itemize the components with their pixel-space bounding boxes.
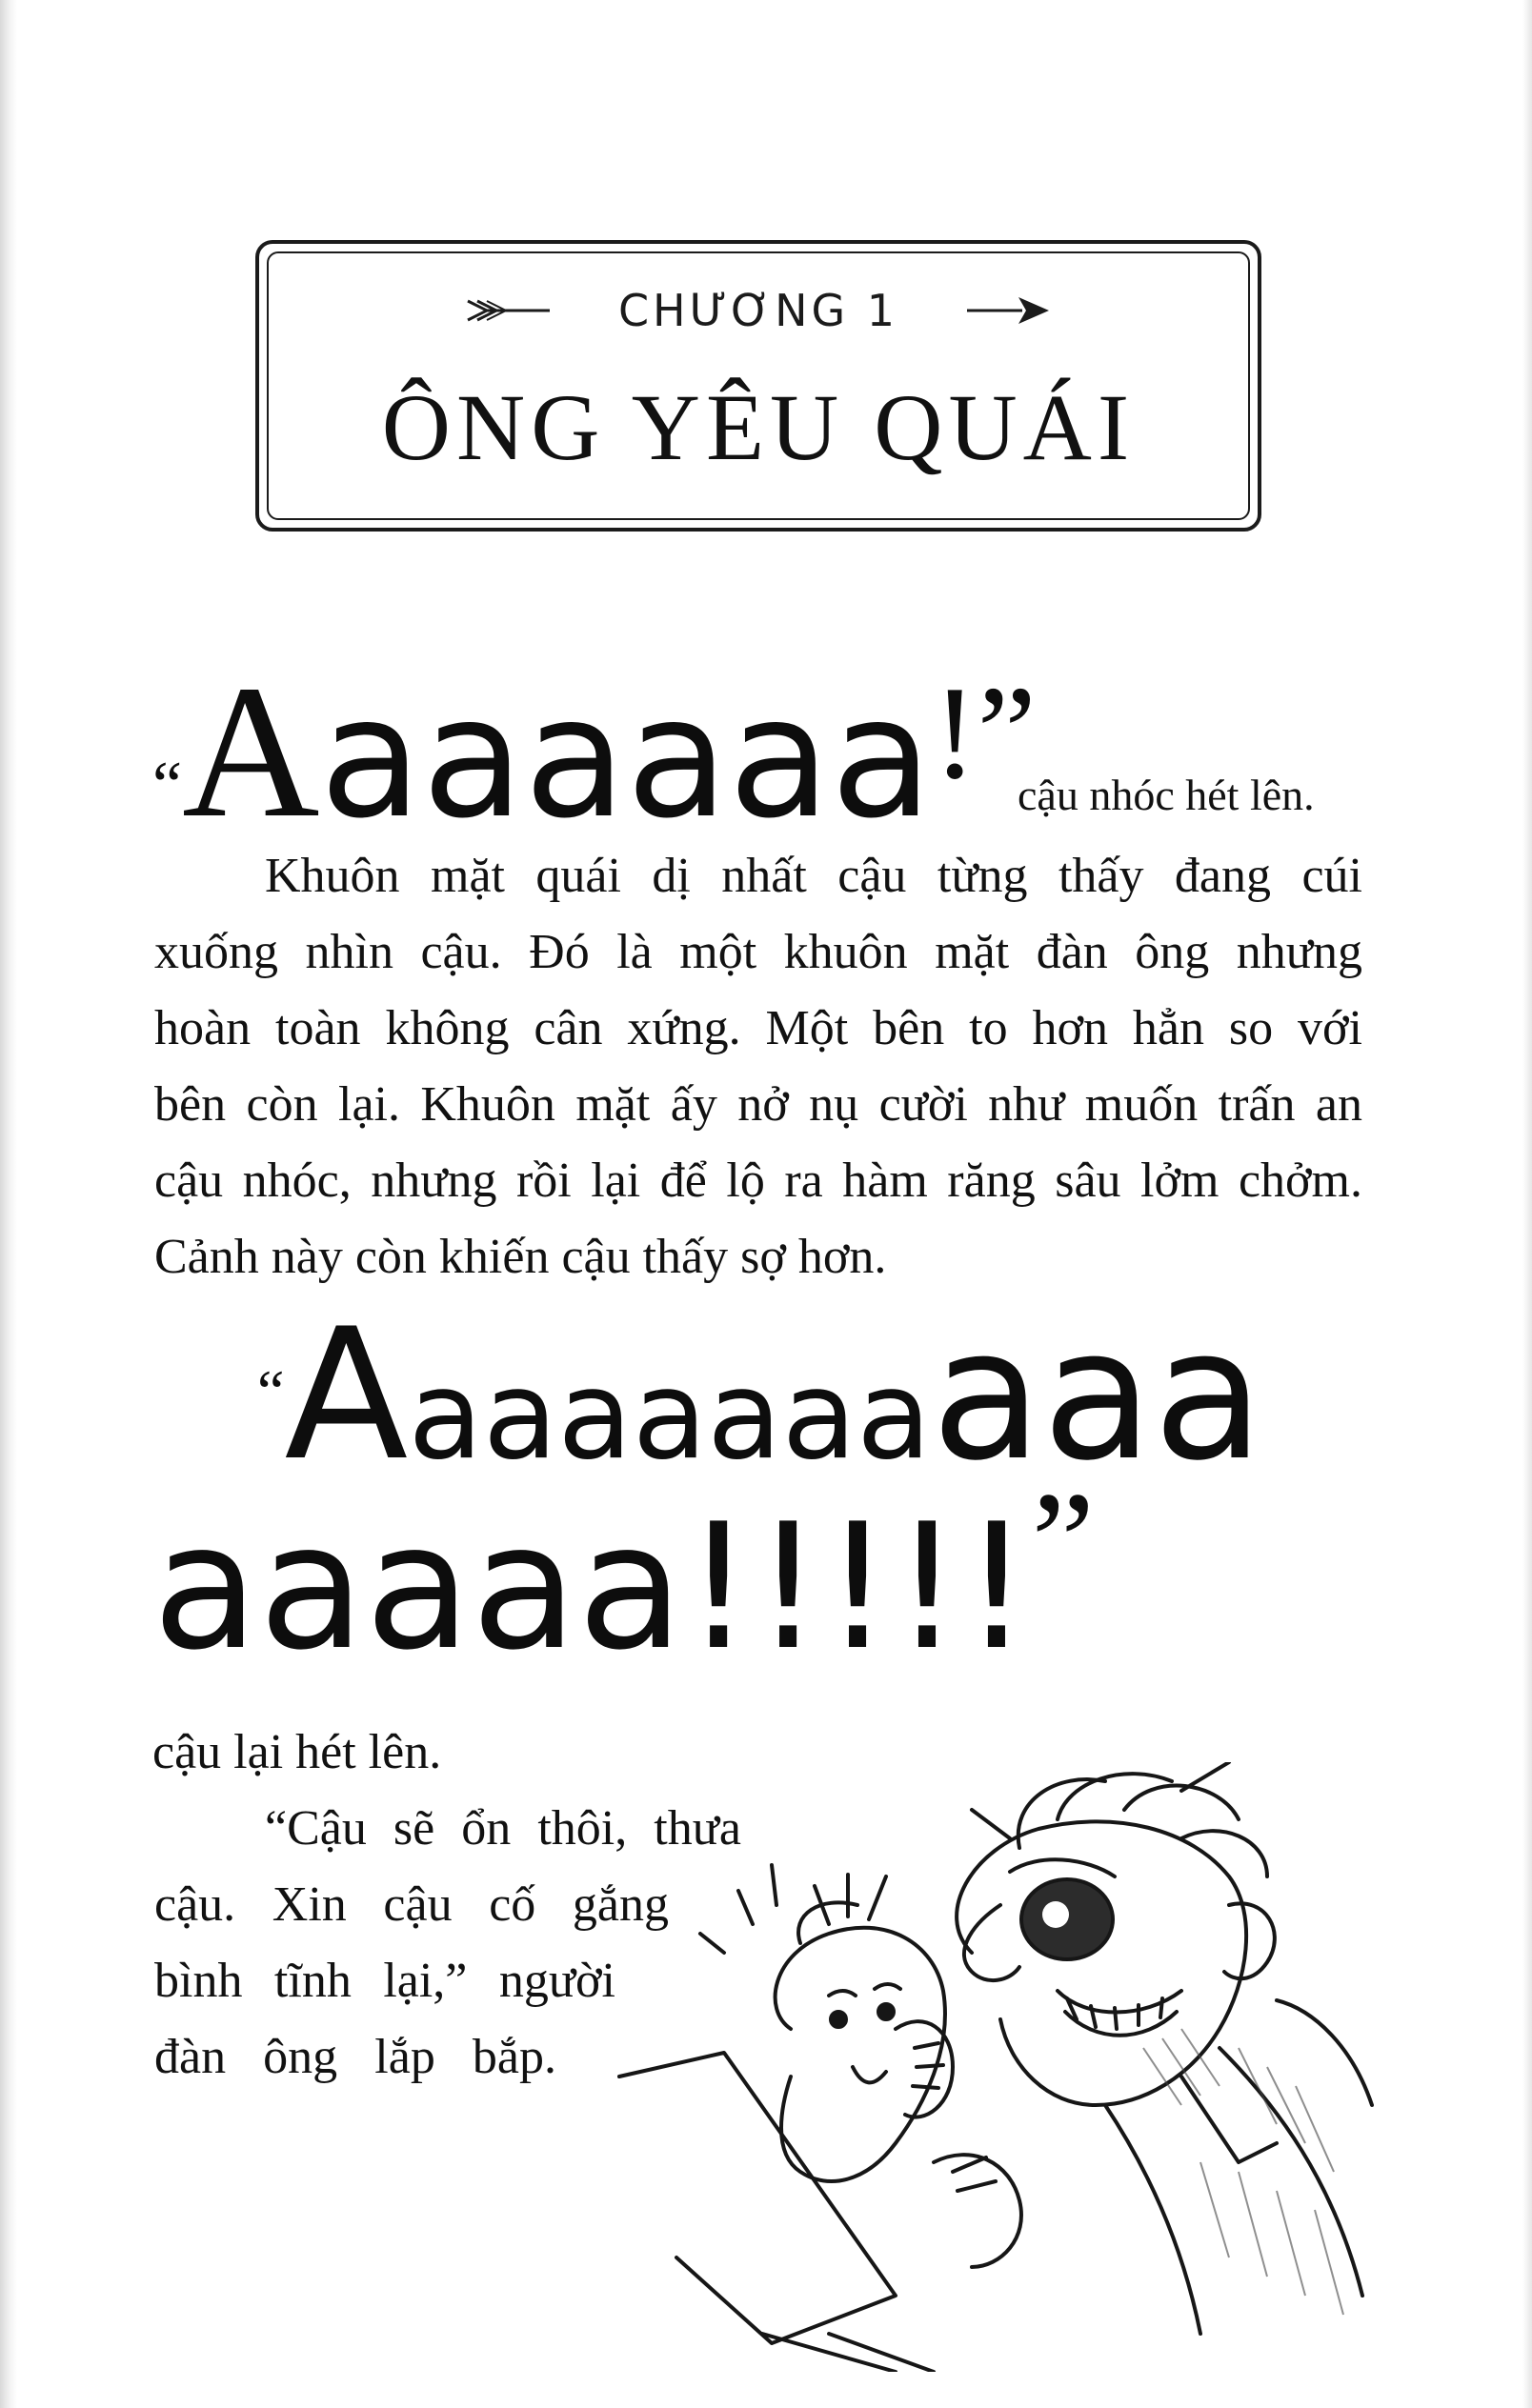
paragraph-2-line: cậu. Xin cậu cố gắng [154, 1877, 669, 1932]
paragraph-2-line: “Cậu sẽ ổn thôi, thưa [265, 1801, 741, 1856]
scream-1-close: !” [932, 659, 1037, 807]
chapter-title: ÔNG YÊU QUÁI [381, 374, 1136, 480]
paragraph-1-line: cậu nhóc, nhưng rồi lại để lộ ra hàm răng sâu lởm chởm. [154, 1154, 1362, 1208]
scream-2-open-quote: “ [257, 1357, 285, 1425]
fletching-ornament-icon [466, 293, 552, 328]
scream-1-letters: aaaaaa [319, 662, 933, 855]
scream-1-tag: cậu nhóc hét lên. [1018, 771, 1315, 819]
illustration-old-man-leaning-over-boy-icon [610, 1762, 1391, 2372]
chapter-label: CHƯƠNG 1 [617, 285, 899, 336]
scream-2-big-letter: A [284, 1290, 409, 1500]
page-binding-shadow [0, 0, 17, 2408]
scream-2-line-2-text: aaaaa!!!!! [152, 1486, 1032, 1688]
paragraph-1-line: bên còn lại. Khuôn mặt ấy nở nụ cười như muốn trấn an [154, 1077, 1362, 1132]
paragraph-2-line: đàn ông lắp bắp. [154, 2030, 556, 2084]
paragraph-1-line: Khuôn mặt quái dị nhất cậu từng thấy đang cúi [265, 849, 1362, 903]
paragraph-2-line: bình tĩnh lại,” người [154, 1954, 615, 2008]
paragraph-1-line: Cảnh này còn khiến cậu thấy sợ hơn. [154, 1230, 887, 1284]
scream-2-tag: cậu lại hét lên. [152, 1725, 442, 1779]
scream-2-close-quote: ” [1031, 1463, 1096, 1621]
scream-2-line-2 [152, 1463, 1096, 1688]
paragraph-1-line: xuống nhìn cậu. Đó là một khuôn mặt đàn ông nhưng [154, 925, 1362, 979]
page-edge-shadow [1522, 0, 1532, 2408]
chapter-header-frame [255, 240, 1261, 532]
arrowhead-ornament-icon [965, 293, 1051, 328]
scream-2-letters-large: aaa [931, 1290, 1264, 1500]
scream-2 [257, 1290, 1264, 1500]
scream-1-big-letter: A [182, 647, 320, 857]
scream-1 [152, 647, 1037, 857]
chapter-label-row [259, 282, 1258, 339]
paragraph-1-line: hoàn toàn không cân xứng. Một bên to hơn hẳn so với [154, 1001, 1362, 1055]
scream-2-letters-small: aaaaaaa [408, 1345, 932, 1487]
scream-1-open-quote: “ [152, 749, 183, 822]
